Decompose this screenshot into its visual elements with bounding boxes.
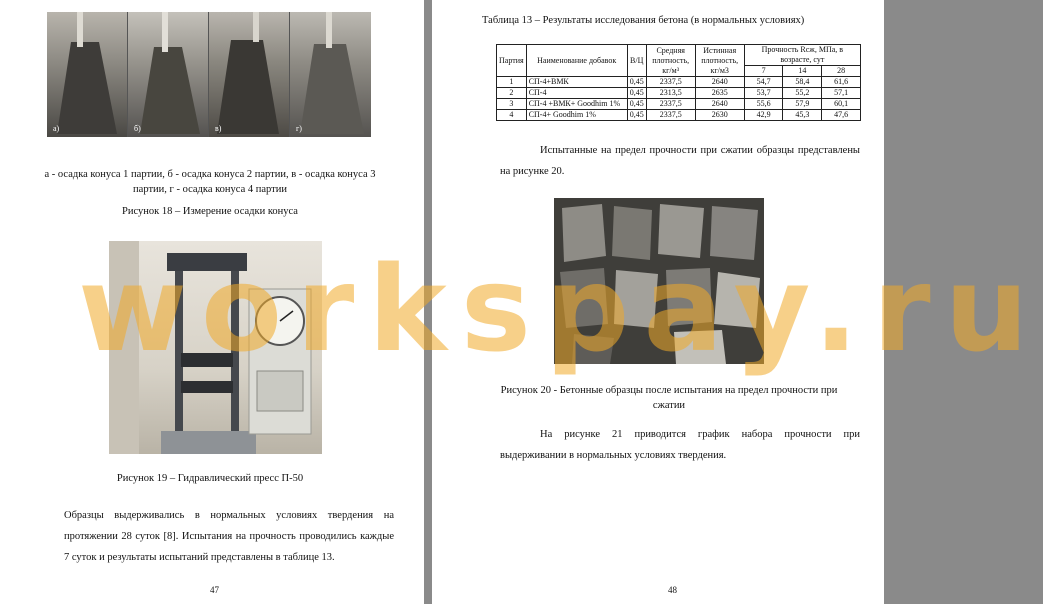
results-table bbox=[496, 44, 861, 121]
panel-label-g: г) bbox=[296, 124, 302, 133]
header-day-7: 7 bbox=[744, 66, 783, 77]
panel-label-b: б) bbox=[134, 124, 141, 133]
cell-d28: 61,6 bbox=[822, 77, 861, 88]
cell-avg-density: 2337,5 bbox=[646, 77, 695, 88]
table-row bbox=[497, 77, 861, 88]
concrete-cone-image bbox=[290, 12, 371, 137]
paragraph-2: На рисунке 21 приводится график набора прочности при выдерживании в нормальных условиях твердения. bbox=[500, 429, 860, 461]
page-right bbox=[432, 0, 884, 604]
paragraph: Образцы выдерживались в нормальных условиях твердения на протяжении 28 суток [8]. Испытания на прочность проводились каждые 7 суток и результаты испытаний представлены в таблице 13. bbox=[64, 510, 394, 563]
cell-d14: 58,4 bbox=[783, 77, 822, 88]
cell-d7: 55,6 bbox=[744, 99, 783, 110]
figure-19-caption: Рисунок 19 – Гидравлический пресс П-50 bbox=[116, 473, 304, 484]
cell-batch: 2 bbox=[497, 88, 527, 99]
header-wc: В/Ц bbox=[627, 45, 646, 77]
header-true-density: Истинная плотность, кг/м3 bbox=[695, 45, 744, 77]
cell-wc: 0,45 bbox=[627, 99, 646, 110]
cell-additive: СП-4 +ВМК+ Goodhim 1% bbox=[526, 99, 627, 110]
cell-avg-density: 2337,5 bbox=[646, 99, 695, 110]
cell-additive: СП-4+ВМК bbox=[526, 77, 627, 88]
cell-batch: 3 bbox=[497, 99, 527, 110]
hydraulic-press-image bbox=[109, 241, 322, 454]
table-header-row bbox=[497, 45, 861, 66]
cone-panel-v bbox=[209, 12, 289, 137]
panel-label-a: а) bbox=[53, 124, 60, 133]
page-left bbox=[0, 0, 424, 604]
cell-d7: 54,7 bbox=[744, 77, 783, 88]
paragraph-1: Испытанные на предел прочности при сжатии образцы представлены на рисунке 20. bbox=[500, 145, 860, 177]
cell-avg-density: 2337,5 bbox=[646, 110, 695, 121]
concrete-cone-image bbox=[47, 12, 127, 137]
cell-wc: 0,45 bbox=[627, 110, 646, 121]
figure-18-legend: а - осадка конуса 1 партии, б - осадка конуса 2 партии, в - осадка конуса 3 партии, г - осадка конуса 4 партии bbox=[44, 169, 376, 195]
cell-wc: 0,45 bbox=[627, 88, 646, 99]
crushed-concrete-image bbox=[554, 198, 764, 364]
table-title: Таблица 13 – Результаты исследования бетона (в нормальных условиях) bbox=[482, 15, 805, 26]
cell-d14: 45,3 bbox=[783, 110, 822, 121]
table-row bbox=[497, 99, 861, 110]
cell-avg-density: 2313,5 bbox=[646, 88, 695, 99]
concrete-cone-image bbox=[209, 12, 289, 137]
cell-d7: 42,9 bbox=[744, 110, 783, 121]
header-day-14: 14 bbox=[783, 66, 822, 77]
cell-d14: 57,9 bbox=[783, 99, 822, 110]
header-day-28: 28 bbox=[822, 66, 861, 77]
cell-d14: 55,2 bbox=[783, 88, 822, 99]
cell-d28: 57,1 bbox=[822, 88, 861, 99]
cell-true-density: 2630 bbox=[695, 110, 744, 121]
figure-18-photo bbox=[47, 12, 371, 137]
cell-d28: 47,6 bbox=[822, 110, 861, 121]
watermark: workspay.ru bbox=[78, 240, 1043, 378]
cell-batch: 1 bbox=[497, 77, 527, 88]
header-batch: Партия bbox=[497, 45, 527, 77]
cell-wc: 0,45 bbox=[627, 77, 646, 88]
cell-true-density: 2635 bbox=[695, 88, 744, 99]
cell-d7: 53,7 bbox=[744, 88, 783, 99]
concrete-cone-image bbox=[128, 12, 208, 137]
cell-additive: СП-4+ Goodhim 1% bbox=[526, 110, 627, 121]
cell-d28: 60,1 bbox=[822, 99, 861, 110]
table-row bbox=[497, 88, 861, 99]
figure-20-caption: Рисунок 20 - Бетонные образцы после испытания на предел прочности при сжатии bbox=[500, 385, 838, 411]
header-avg-density: Средняя плотность, кг/м³ bbox=[646, 45, 695, 77]
header-strength: Прочность Rсж, МПа, в возрасте, сут bbox=[744, 45, 860, 66]
panel-label-v: в) bbox=[215, 124, 222, 133]
header-additive: Наименование добавок bbox=[526, 45, 627, 77]
cell-batch: 4 bbox=[497, 110, 527, 121]
cell-true-density: 2640 bbox=[695, 99, 744, 110]
table-row bbox=[497, 110, 861, 121]
page-number: 47 bbox=[210, 585, 219, 595]
figure-18-caption: Рисунок 18 – Измерение осадки конуса bbox=[122, 206, 298, 217]
cone-panel-g bbox=[290, 12, 371, 137]
cell-additive: СП-4 bbox=[526, 88, 627, 99]
cone-panel-a bbox=[47, 12, 127, 137]
figure-19-photo bbox=[109, 241, 322, 454]
page-number: 48 bbox=[668, 585, 677, 595]
cell-true-density: 2640 bbox=[695, 77, 744, 88]
figure-20-photo bbox=[554, 198, 764, 364]
cone-panel-b bbox=[128, 12, 208, 137]
